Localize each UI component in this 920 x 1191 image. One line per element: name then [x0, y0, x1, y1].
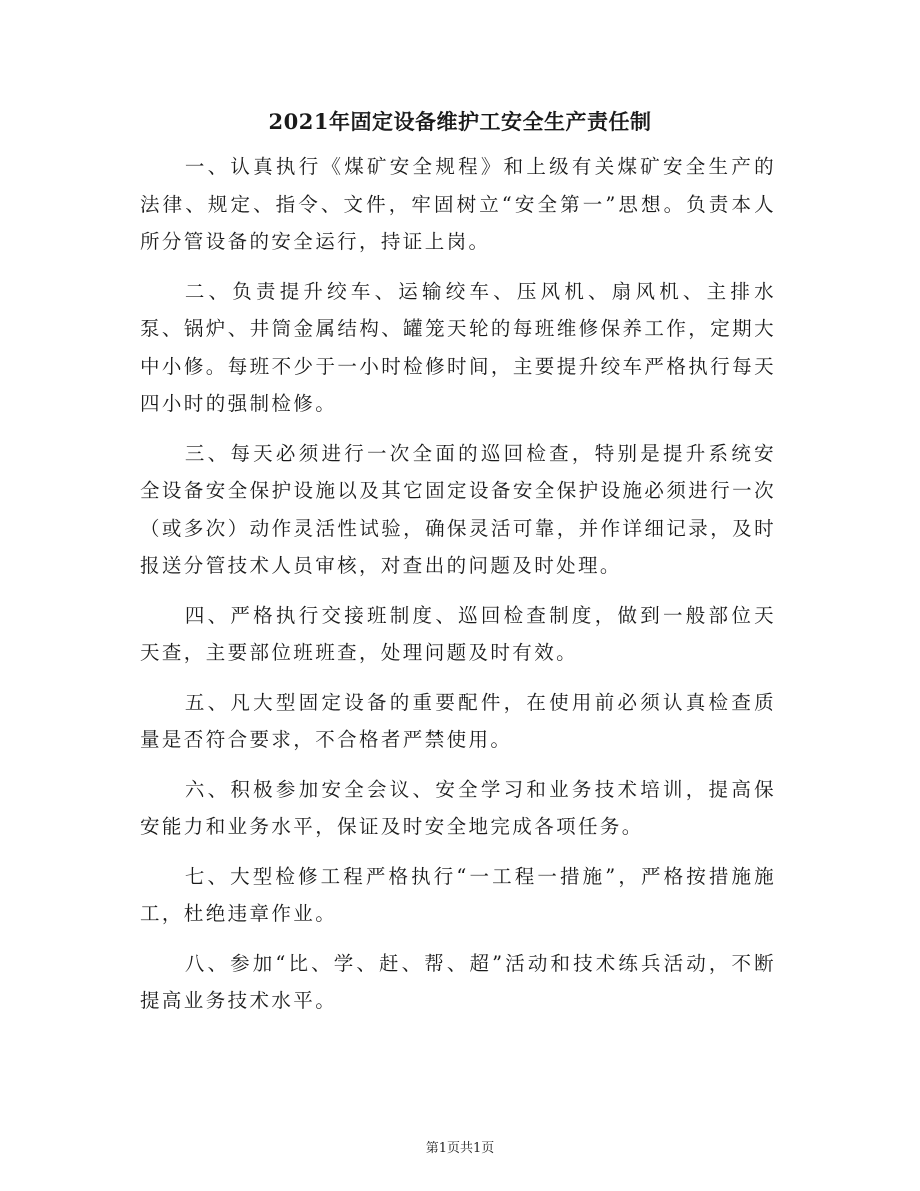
paragraph-5: 五、凡大型固定设备的重要配件，在使用前必须认真检查质量是否符合要求，不合格者严禁使用。	[140, 690, 776, 751]
paragraph-6: 六、积极参加安全会议、安全学习和业务技术培训，提高保安能力和业务水平，保证及时安全地完成各项任务。	[140, 777, 776, 838]
paragraph-4: 四、严格执行交接班制度、巡回检查制度，做到一般部位天天查，主要部位班班查，处理问题及时有效。	[140, 603, 776, 664]
page-number-footer: 第1页共1页	[425, 1141, 495, 1156]
document-title: 2021年固定设备维护工安全生产责任制	[268, 109, 652, 134]
paragraph-3: 三、每天必须进行一次全面的巡回检查，特别是提升系统安全设备安全保护设施以及其它固定设备安全保护设施必须进行一次（或多次）动作灵活性试验，确保灵活可靠，并作详细记录，及时报送分管技术人员审核，对查出的问题及时处理。	[140, 441, 776, 577]
paragraph-1: 一、认真执行《煤矿安全规程》和上级有关煤矿安全生产的法律、规定、指令、文件，牢固树立“安全第一”思想。负责本人所分管设备的安全运行，持证上岗。	[140, 155, 776, 253]
paragraph-7: 七、大型检修工程严格执行“一工程一措施”，严格按措施施工，杜绝违章作业。	[140, 864, 776, 925]
document-body	[140, 148, 776, 1032]
paragraph-2: 二、负责提升绞车、运输绞车、压风机、扇风机、主排水泵、锅炉、井筒金属结构、罐笼天轮的每班维修保养工作，定期大中小修。每班不少于一小时检修时间，主要提升绞车严格执行每天四小时的强制检修。	[140, 279, 776, 415]
paragraph-8: 八、参加“比、学、赶、帮、超”活动和技术练兵活动，不断提高业务技术水平。	[140, 951, 776, 1012]
